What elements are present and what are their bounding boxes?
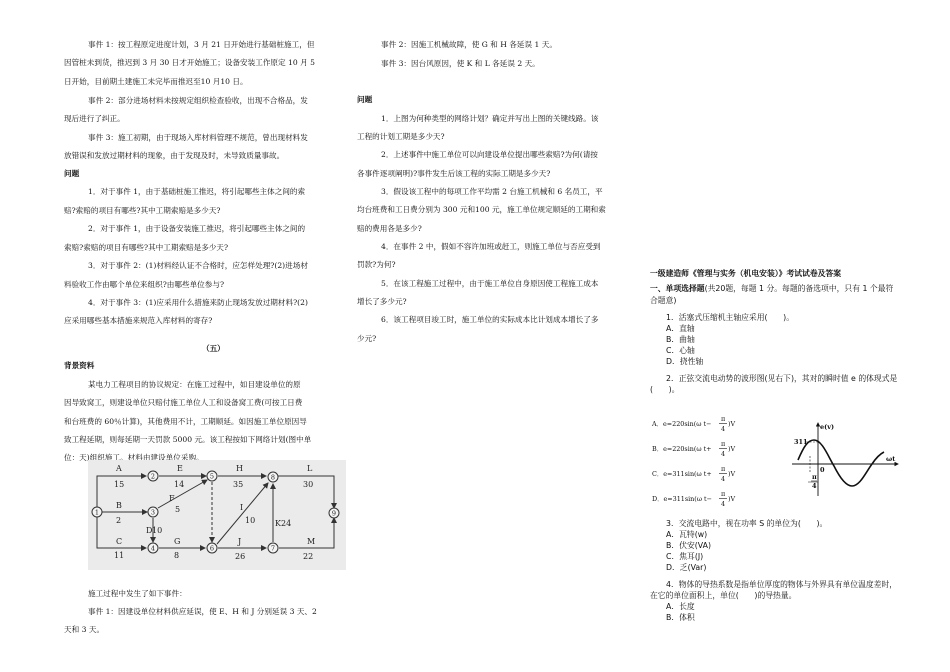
event1-line2: 因管桩未到货，推迟到 3 月 30 日才开始施工；设备安装工作原定 10 月 5 (64, 58, 315, 67)
activity-duration: 10 (152, 526, 163, 535)
option-prefix: B．e=220sin(ω t+ (652, 445, 712, 453)
question-line: 料验收工作由哪个单位来组织?由哪些单位参与? (64, 280, 225, 289)
option-prefix: D．e=311sin(ω t− (652, 495, 712, 503)
activity-name: J (238, 537, 242, 546)
shift-num: π (812, 473, 817, 481)
question-4-line2: 在它的单位面积上，单位( )的导热量。 (650, 591, 797, 600)
x-axis-label: ωt (886, 455, 896, 463)
question-line: 各事件逐项阐明)?事件发生后该工程的实际工期是多少天? (357, 169, 551, 178)
background-line: 因导致窝工，则建设单位只赔付施工单位人工和设备窝工费(可按工日费 (64, 398, 303, 407)
activity-name: I (240, 503, 244, 512)
activity-name: H (236, 464, 243, 473)
question-4-line1: 4．物体的导热系数是指单位厚度的物体与外界具有单位温度差时， (666, 580, 898, 589)
exam-title: 一级建造师《管理与实务（机电安装）》考试试卷及答案 (650, 269, 842, 278)
fraction-num: π (721, 415, 726, 423)
activity-duration: 30 (303, 480, 314, 489)
activity-name: A (116, 464, 122, 473)
section-note-line2: 合题意) (650, 296, 677, 305)
event-line: 事件 2：因施工机械故障，使 G 和 H 各延误 1 天。 (381, 40, 557, 49)
question-line: 2．上述事件中施工单位可以向建设单位提出哪些索赔?为何(请按 (381, 150, 598, 159)
activity-duration: 26 (235, 552, 246, 561)
option-suffix: )V (728, 420, 736, 428)
event1-line1: 事件 1：按工程原定进度计划，3 月 21 日开始进行基础桩施工，但 (88, 40, 315, 49)
fraction-den: 4 (721, 475, 726, 483)
background-line: 致工程延期，则每延期一天罚款 5000 元。该工程按如下网络计划(图中单 (64, 435, 312, 444)
activity-duration: 5 (175, 505, 181, 514)
question-line: 工程的计划工期是多少天? (357, 132, 445, 141)
node-label: 6 (209, 544, 215, 553)
node-label: 7 (270, 544, 276, 553)
option: B．伏安(VA) (666, 541, 711, 550)
activity-name: G (174, 537, 181, 546)
activity-duration: 2 (116, 516, 122, 525)
option: C．心轴 (666, 346, 695, 355)
question-line: 2．对于事件 1，由于设备安装施工推迟，将引起哪些主体之间的 (88, 224, 306, 233)
option: A．瓦特(w) (666, 530, 708, 539)
q2-options (650, 410, 790, 510)
background-line: 某电力工程项目的协议规定：在施工过程中，如目建设单位的原 (88, 380, 301, 389)
question-line: 罚款?为何? (357, 260, 396, 269)
background-line: 和台班费的 60％计算)，其他费用不计，工期顺延。如因施工单位原因导 (64, 417, 307, 426)
fraction-den: 4 (721, 425, 726, 433)
fraction-num: π (721, 440, 726, 448)
question-line: 5．在该工程施工过程中，由于施工单位自身原因使工程施工成本 (381, 279, 599, 288)
node-label: 9 (331, 509, 337, 518)
fraction-num: π (721, 465, 726, 473)
activity-name: M (307, 537, 316, 546)
option: A．长度 (666, 602, 695, 611)
activity-duration: 8 (174, 551, 180, 560)
question-2-line2: ( )。 (650, 385, 680, 394)
question-line: 增长了多少元? (357, 297, 407, 306)
question-line: 索赔?索赔的项目有哪些?其中工期索赔是多少天? (64, 243, 229, 252)
event1-line3: 日开始，目前期土建施工未完毕而推迟至10 月10 日。 (64, 77, 248, 86)
option-suffix: )V (728, 470, 736, 478)
activity-duration: 11 (114, 551, 125, 560)
node-label: 5 (209, 472, 215, 481)
node-label: 3 (150, 508, 156, 517)
network-diagram (88, 460, 346, 570)
node-label: 1 (94, 508, 100, 517)
background-heading: 背景资料 (64, 361, 95, 370)
activity-duration: 10 (245, 516, 256, 525)
activity-duration: 15 (114, 480, 125, 489)
question-line: 均台班费和工日费分别为 300 元和100 元，施工单位规定顺延的工期和索 (357, 205, 606, 214)
event3-line1: 事件 3：施工初期，由于现场入库材料管理不规范，曾出现材料发 (88, 133, 308, 142)
node-label: 2 (150, 472, 156, 481)
section-label: 一、单项选择题 (650, 284, 705, 293)
question-line: 赔的费用各是多少? (357, 224, 422, 233)
event2-line1: 事件 2：部分进场材料未按规定组织检查验收，出现不合格品，发 (88, 96, 308, 105)
question-line: 6．该工程项目竣工时，施工单位的实际成本比计划成本增长了多 (381, 315, 599, 324)
activity-name: B (116, 501, 122, 510)
section-intro (650, 283, 893, 295)
activity-name: C (116, 537, 123, 546)
question-line: 1．上图为何种类型的网络计划？确定并写出上图的关键线路。该 (381, 114, 599, 123)
question-2-line1: 2．正弦交流电动势的波形图(见右下)，其对的瞬时值 e 的体现式是 (666, 374, 898, 383)
activity-duration: 22 (303, 552, 314, 561)
section-title-five: （五） (202, 344, 225, 353)
event-line: 天和 3 天。 (64, 625, 105, 634)
section-note: (共20题，每题 1 分。每题的备选项中，只有 1 个最符 (704, 284, 894, 293)
question-line: 4．在事件 2 中，假如不容许加班或赶工，则施工单位与否应受到 (381, 242, 601, 251)
shift-den: 4 (812, 482, 817, 490)
activity-name: K (275, 519, 281, 528)
option-suffix: )V (728, 495, 736, 503)
sine-curve (798, 440, 884, 486)
question-line: 应采用哪些基本措施来规范入库材料的寄存? (64, 316, 213, 325)
option-prefix: C．e=311sin(ω t+ (652, 470, 712, 478)
activity-name: F (169, 494, 175, 503)
option-suffix: )V (728, 445, 736, 453)
questions-heading-1: 问题 (64, 169, 80, 178)
activity-i-arrow (217, 483, 268, 544)
activity-name: E (177, 464, 183, 473)
option: C．焦耳(J) (666, 552, 704, 561)
question-3: 3．交流电路中，视在功率 S 的单位为( )。 (666, 519, 828, 528)
activity-duration: 24 (281, 519, 292, 528)
activity-name: L (307, 464, 313, 473)
question-line: 4．对于事件 3：(1)应采用什么措施来防止现场发放过期材料?(2) (88, 298, 308, 307)
activity-name: D (146, 526, 153, 535)
option-prefix: A．e=220sin(ω t− (652, 420, 712, 428)
fraction-den: 4 (721, 450, 726, 458)
activity-duration: 35 (233, 480, 244, 489)
node-label: 8 (270, 473, 276, 482)
option: A．直轴 (666, 324, 695, 333)
event3-line2: 放错误和发放过期材料的现象，由于发现及时，未导致质量事故。 (64, 151, 285, 160)
option: D．挠性轴 (666, 357, 704, 366)
node-label: 4 (150, 544, 156, 553)
sine-wave-diagram (790, 420, 902, 500)
event-line: 事件 3：因台风原因，使 K 和 L 各延误 2 天。 (381, 59, 540, 68)
y-axis-label: e(v) (820, 423, 835, 431)
option: B．曲轴 (666, 335, 695, 344)
option: B．体积 (666, 613, 695, 622)
questions-heading-2: 问题 (357, 95, 373, 104)
event2-line2: 现后进行了纠正。 (64, 114, 125, 123)
question-line: 3．对于事件 2：(1)材料经认证不合格时，应怎样处理?(2)进场材 (88, 261, 308, 270)
fraction-num: π (721, 490, 726, 498)
peak-label: 311 (794, 438, 808, 446)
question-1: 1．活塞式压缩机主轴应采用( )。 (666, 313, 794, 322)
option: D．乏(Var) (666, 563, 707, 572)
question-line: 赔?索赔的项目有哪些?其中工期索赔是多少天? (64, 206, 221, 215)
origin-label: 0 (820, 466, 825, 474)
question-line: 1．对于事件 1，由于基础桩施工推迟，将引起哪些主体之间的索 (88, 187, 306, 196)
question-line: 3．假设该工程中的每项工作平均需 2 台施工机械和 6 名员工，平 (381, 187, 603, 196)
events-intro: 施工过程中发生了如下事件： (88, 589, 187, 598)
event-line: 事件 1：因建设单位材料供应延误，使 E、H 和 J 分别延误 3 天、2 (88, 607, 317, 616)
activity-duration: 14 (174, 480, 185, 489)
fraction-den: 4 (721, 500, 726, 508)
background-line: 位：天)组织施工。材料由建设单位采购。 (64, 453, 204, 462)
question-line: 少元? (357, 334, 377, 343)
